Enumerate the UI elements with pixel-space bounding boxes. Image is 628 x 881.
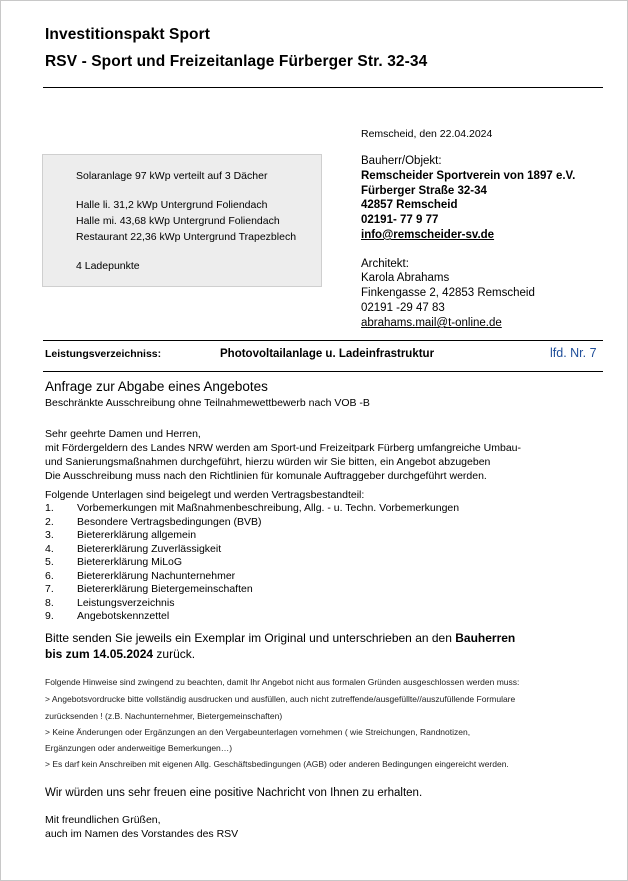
info-line-3: Halle mi. 43,68 kWp Untergrund Foliendach — [76, 215, 280, 227]
hint-2a: > Keine Änderungen oder Ergänzungen an den Vergabeunterlagen vornehmen ( wie Streichungen, Randnotizen, — [45, 727, 471, 737]
send-recipient: Bauherren — [455, 631, 516, 645]
document-number: 5. — [45, 556, 54, 568]
document-number: 4. — [45, 543, 54, 555]
lv-subject: Photovoltailanlage u. Ladeinfrastruktur — [220, 348, 435, 360]
closing-hope: Wir würden uns sehr freuen eine positive Nachricht von Ihnen zu erhalten. — [45, 787, 423, 799]
client-city: 42857 Remscheid — [361, 199, 458, 211]
client-street: Fürberger Straße 32-34 — [361, 185, 487, 197]
intro-line-1: mit Fördergeldern des Landes NRW werden am Sport-und Freizeitpark Fürberg umfangreiche Umbau- — [45, 442, 522, 454]
document-item: Bietererklärung Zuverlässigkeit — [77, 543, 222, 555]
hints-intro: Folgende Hinweise sind zwingend zu beachten, damit Ihr Angebot nicht aus formalen Gründen ausgeschlossen werden muss: — [45, 677, 520, 687]
document-item: Leistungsverzeichnis — [77, 597, 175, 609]
architect-address: Finkengasse 2, 42853 Remscheid — [361, 287, 535, 299]
architect-email-link[interactable]: abrahams.mail@t-online.de — [361, 317, 502, 329]
document-item: Besondere Vertragsbedingungen (BVB) — [77, 516, 262, 528]
architect-phone: 02191 -29 47 83 — [361, 302, 445, 314]
hint-3: > Es darf kein Anschreiben mit eigenen Allg. Geschäftsbedingungen (AGB) oder anderen Bedingungen eingereicht werden. — [45, 759, 509, 769]
document-item: Bietererklärung Bietergemeinschaften — [77, 583, 253, 595]
lv-label: Leistungsverzeichniss: — [45, 348, 162, 360]
info-line-4: Restaurant 22,36 kWp Untergrund Trapezblech — [76, 231, 297, 243]
page-title-line1: Investitionspakt Sport — [45, 26, 210, 43]
info-line-1: Solaranlage 97 kWp verteilt auf 3 Dächer — [76, 170, 268, 182]
client-phone: 02191- 77 9 77 — [361, 214, 439, 226]
hint-1a: > Angebotsvordrucke bitte vollständig ausdrucken und ausfüllen, auch nicht zutreffende/ausgefüllte//auszufüllende Formulare — [45, 694, 516, 704]
info-line-5: 4 Ladepunkte — [76, 260, 140, 272]
send-suffix: zurück. — [153, 647, 196, 661]
hint-2b: Ergänzungen oder anderweitige Bemerkungen…) — [45, 743, 233, 753]
send-instruction-line2 — [45, 647, 195, 661]
document-item: Bietererklärung MiLoG — [77, 556, 183, 568]
intro-line-2: und Sanierungsmaßnahmen durchgeführt, hierzu würden wir Sie bitten, ein Angebot abzugeben — [45, 456, 491, 468]
send-instruction-line1 — [45, 631, 515, 645]
info-line-2: Halle li. 31,2 kWp Untergrund Foliendach — [76, 199, 268, 211]
salutation: Sehr geehrte Damen und Herren, — [45, 428, 201, 440]
document-number: 9. — [45, 610, 54, 622]
page-title-line2: RSV - Sport und Freizeitanlage Fürberger Str. 32-34 — [45, 53, 428, 70]
client-label: Bauherr/Objekt: — [361, 155, 442, 167]
lv-bottom-divider — [43, 371, 603, 372]
document-number: 2. — [45, 516, 54, 528]
document-number: 7. — [45, 583, 54, 595]
document-number: 3. — [45, 529, 54, 541]
documents-intro: Folgende Unterlagen sind beigelegt und werden Vertragsbestandteil: — [45, 489, 365, 501]
header-divider — [43, 87, 603, 88]
document-number: 8. — [45, 597, 54, 609]
request-subheading: Beschränkte Ausschreibung ohne Teilnahmewettbewerb nach VOB -B — [45, 397, 370, 409]
closing-signoff: auch im Namen des Vorstandes des RSV — [45, 828, 239, 840]
client-name: Remscheider Sportverein von 1897 e.V. — [361, 170, 576, 182]
closing-greeting: Mit freundlichen Grüßen, — [45, 814, 161, 826]
project-info-box — [42, 154, 322, 287]
intro-line-3: Die Ausschreibung muss nach den Richtlinien für komunale Auftraggeber durchgeführt werden. — [45, 470, 487, 482]
document-item: Vorbemerkungen mit Maßnahmenbeschreibung, Allg. - u. Techn. Vorbemerkungen — [77, 502, 460, 514]
hint-1b: zurücksenden ! (z.B. Nachunternehmer, Bietergemeinschaften) — [45, 711, 283, 721]
send-deadline: bis zum 14.05.2024 — [45, 647, 154, 661]
lv-number: lfd. Nr. 7 — [550, 346, 597, 360]
architect-label: Architekt: — [361, 258, 409, 270]
send-text: Bitte senden Sie jeweils ein Exemplar im Original und unterschrieben an den — [45, 631, 456, 645]
client-email-link[interactable]: info@remscheider-sv.de — [361, 229, 495, 241]
document-number: 6. — [45, 570, 54, 582]
date-line: Remscheid, den 22.04.2024 — [361, 128, 493, 140]
document-item: Angebotskennzettel — [77, 610, 170, 622]
document-number: 1. — [45, 502, 54, 514]
request-heading: Anfrage zur Abgabe eines Angebotes — [45, 379, 268, 394]
document-item: Bietererklärung allgemein — [77, 529, 197, 541]
lv-top-divider — [43, 340, 603, 341]
architect-name: Karola Abrahams — [361, 272, 450, 284]
document-item: Bietererklärung Nachunternehmer — [77, 570, 236, 582]
